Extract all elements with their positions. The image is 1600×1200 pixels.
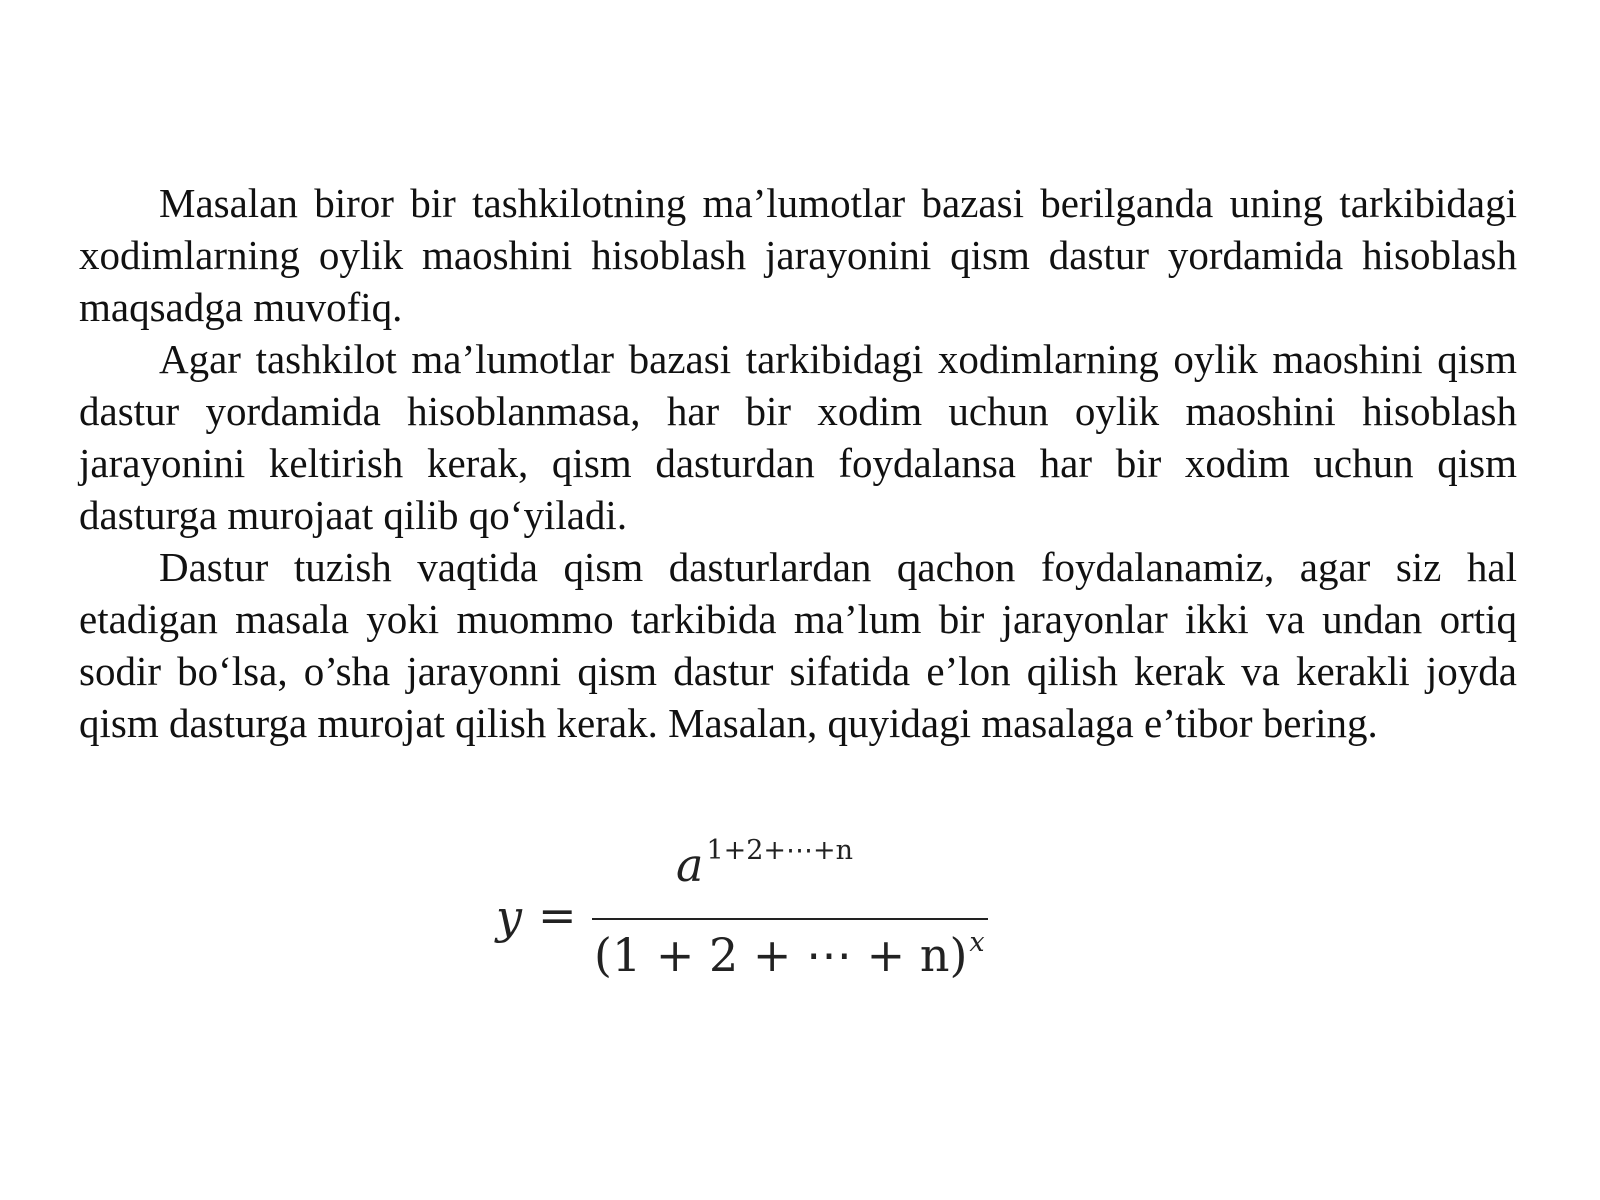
denominator-exponent: x <box>969 927 985 958</box>
formula <box>496 835 1016 998</box>
formula-numerator <box>676 835 854 896</box>
formula-lhs: y <box>496 890 522 944</box>
formula-denominator <box>594 927 985 986</box>
fraction-bar <box>592 918 988 920</box>
denominator-base: (1 + 2 + ⋯ + n) <box>594 928 968 982</box>
paragraph-3: Dastur tuzish vaqtida qism dasturlardan qachon foydalanamiz, agar siz hal etadigan masala yoki muommo tarkibida ma’lum bir jarayonlar ikki va undan ortiq sodir bo‘lsa, o’sha jarayonni qism dastur sifatida e’lon qilish kerak va kerakli joyda qism dasturga murojat qilish kerak. Masalan, quyidagi masalaga e’tibor bering. <box>79 544 1517 746</box>
numerator-exponent: 1+2+⋯+n <box>706 835 854 866</box>
formula-equals-sign: = <box>538 888 577 942</box>
text-block <box>79 177 1517 749</box>
numerator-base: a <box>676 838 704 892</box>
paragraph-1: Masalan biror bir tashkilotning ma’lumotlar bazasi berilganda uning tarkibidagi xodimlarning oylik maoshini hisoblash jarayonini qism dastur yordamida hisoblash maqsadga muvofiq. <box>79 180 1517 330</box>
paragraph-2: Agar tashkilot ma’lumotlar bazasi tarkibidagi xodimlarning oylik maoshini qism dastur yordamida hisoblanmasa, har bir xodim uchun oylik maoshini hisoblash jarayonini keltirish kerak, qism dasturdan foydalansa har bir xodim uchun qism dasturga murojaat qilib qo‘yiladi. <box>79 336 1517 538</box>
